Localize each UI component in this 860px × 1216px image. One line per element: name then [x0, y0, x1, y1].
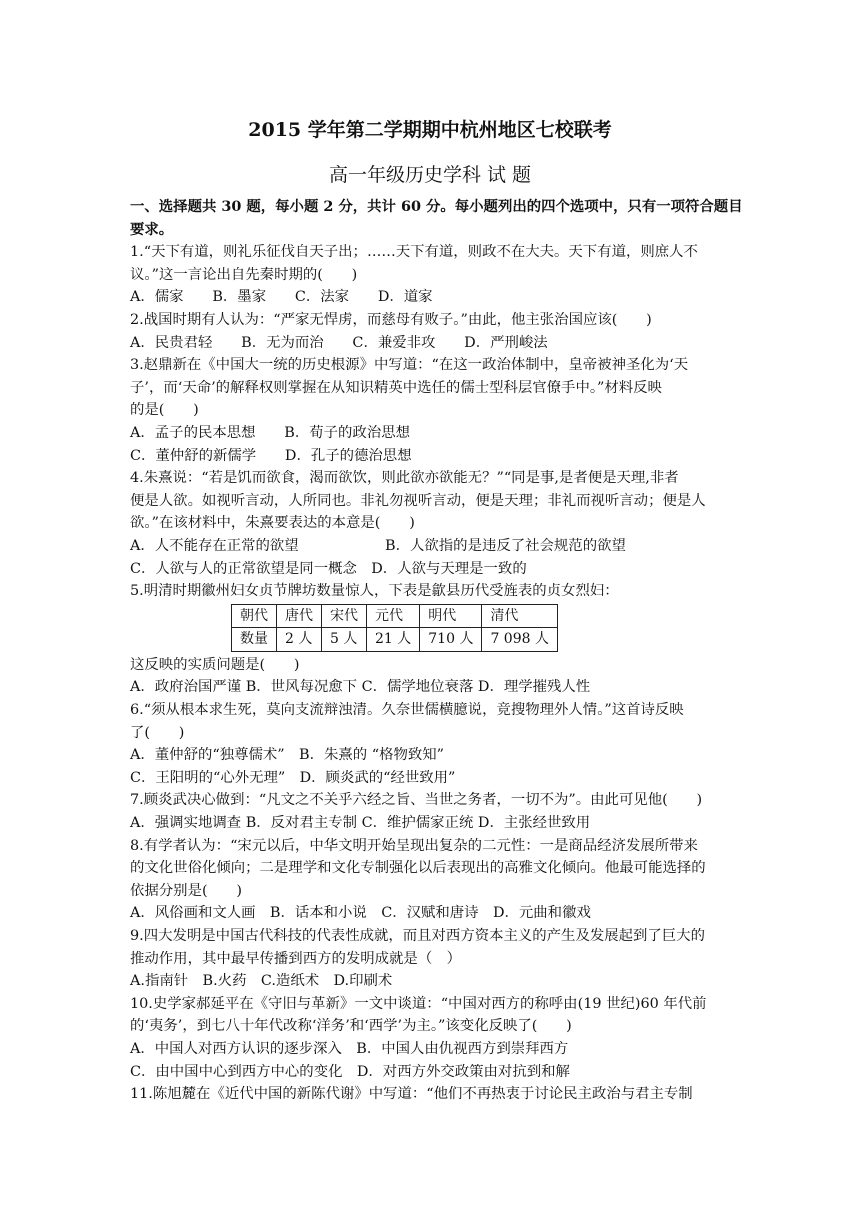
question-text: 11.陈旭麓在《近代中国的新陈代谢》中写道：“他们不再热衷于讨论民主政治与君主专制: [130, 1086, 693, 1103]
table-cell: 朝代: [232, 604, 277, 628]
question-6: [130, 699, 742, 789]
table-cell: 宋代: [322, 604, 367, 628]
question-text: 1.“天下有道，则礼乐征伐自天子出；……天下有道，则政不在大夫。天下有道，则庶人不: [130, 244, 698, 261]
question-11: [130, 1083, 742, 1106]
table-row: [232, 628, 558, 652]
question-text: 的是( ): [130, 402, 199, 419]
section-instructions-cont: 要求。: [130, 220, 174, 238]
question-text: 8.有学者认为：“宋元以后，中华文明开始呈现出复杂的二元性：一是商品经济发展所带来: [130, 837, 698, 854]
question-text: 的文化世俗化倾向；二是理学和文化专制强化以后表现出的高雅文化倾向。他最可能选择的: [130, 860, 706, 877]
table-cell: 唐代: [277, 604, 322, 628]
question-1: [130, 241, 742, 309]
question-3: [130, 354, 742, 467]
question-text: 推动作用，其中最早传播到西方的发明成就是（ ）: [130, 950, 461, 967]
question-text: 便是人欲。如视听言动，人所同也。非礼勿视听言动，便是天理；非礼而视听言动；便是人: [130, 492, 706, 509]
question-7: [130, 789, 742, 834]
question-text: 10.史学家郝延平在《守旧与革新》一文中谈道：“中国对西方的称呼由(19 世纪)60 年代前: [130, 995, 707, 1012]
question-options: A.指南针 B.火药 C.造纸术 D.印刷术: [130, 973, 393, 990]
question-text: 议。”这一言论出自先秦时期的( ): [130, 266, 358, 283]
question-5: [130, 580, 742, 699]
table-cell: 21 人: [367, 628, 420, 652]
exam-subtitle: 高一年级历史学科 试 题: [328, 164, 532, 186]
table-cell: 7 098 人: [482, 628, 558, 652]
question-9: [130, 925, 742, 993]
table-cell: 5 人: [322, 628, 367, 652]
question-2: [130, 309, 742, 354]
question-text: 2.战国时期有人认为：“严家无悍虏，而慈母有败子。”由此，他主张治国应该( ): [130, 311, 652, 328]
question-text: 6.“须从根本求生死，莫向支流辩浊清。久奈世儒横臆说，竞搜物理外人情。”这首诗反映: [130, 702, 684, 719]
question-options: A．民贵君轻 B．无为而治 C．兼爱非攻 D．严刑峻法: [130, 334, 548, 351]
question-text: 4.朱熹说：“若是饥而欲食，渴而欲饮，则此欲亦欲能无？”“同是事,是者便是天理,非者: [130, 470, 679, 487]
question-text: 子’，而‘天命’的解释权则掌握在从知识精英中选任的儒士型科层官僚手中。”材料反映: [130, 379, 662, 396]
question-options: C．董仲舒的新儒学 D．孔子的德治思想: [130, 447, 412, 464]
question-4: [130, 467, 742, 580]
section-instructions: 一、选择题共 30 题，每小题 2 分，共计 60 分。每小题列出的四个选项中，只有一项符合题目: [130, 198, 743, 215]
question-text: 欲。”在该材料中，朱熹要表达的本意是( ): [130, 515, 415, 532]
question-options: A．中国人对西方认识的逐步深入 B．中国人由仇视西方到崇拜西方: [130, 1040, 569, 1057]
question-options: A．儒家 B．墨家 C．法家 D．道家: [130, 289, 433, 306]
question-options: A．人不能存在正常的欲望 B．人欲指的是违反了社会规范的欲望: [130, 537, 626, 554]
exam-body: [130, 196, 742, 1106]
table-cell: 710 人: [420, 628, 482, 652]
question-options: A．强调实地调查 B．反对君主专制 C．维护儒家正统 D．主张经世致用: [130, 815, 591, 832]
exam-title: 2015 学年第二学期期中杭州地区七校联考: [248, 119, 612, 141]
table-cell: 清代: [482, 604, 558, 628]
question-options: C．王阳明的“心外无理” D．顾炎武的“经世致用”: [130, 769, 456, 786]
question-options: C．人欲与人的正常欲望是同一概念 D．人欲与天理是一致的: [130, 560, 527, 577]
question-text: 的‘夷务’，到七八十年代改称‘洋务’和‘西学’为主。”该变化反映了( ): [130, 1018, 572, 1035]
question-options: A．董仲舒的“独尊儒术” B．朱熹的 “格物致知”: [130, 747, 445, 764]
table-cell: 明代: [420, 604, 482, 628]
question-text: 7.顾炎武决心做到：“凡文之不关乎六经之旨、当世之务者，一切不为”。由此可见他( ): [130, 792, 703, 809]
table-cell: 元代: [367, 604, 420, 628]
chastity-table: [231, 604, 558, 652]
table-header-row: [232, 604, 558, 628]
table-cell: 数量: [232, 628, 277, 652]
question-text: 9.四大发明是中国古代科技的代表性成就，而且对西方资本主义的产生及发展起到了巨大的: [130, 928, 705, 944]
question-text: 3.赵鼎新在《中国大一统的历史根源》中写道：“在这一政治体制中，皇帝被神圣化为‘天: [130, 357, 689, 374]
question-options: A．风俗画和文人画 B．话本和小说 C．汉赋和唐诗 D．元曲和徽戏: [130, 905, 591, 922]
question-8: [130, 835, 742, 925]
question-text: 这反映的实质问题是( ): [130, 656, 300, 673]
table-cell: 2 人: [277, 628, 322, 652]
question-text: 了( ): [130, 724, 185, 741]
question-10: [130, 993, 742, 1083]
question-text: 5.明清时期徽州妇女贞节牌坊数量惊人，下表是歙县历代受旌表的贞女烈妇：: [130, 583, 619, 600]
question-options: A．孟子的民本思想 B．荀子的政治思想: [130, 424, 411, 441]
question-options: A．政府治国严谨 B．世风每况愈下 C．儒学地位衰落 D．理学摧残人性: [130, 679, 591, 696]
question-text: 依据分别是( ): [130, 882, 242, 899]
question-options: C．由中国中心到西方中心的变化 D．对西方外交政策由对抗到和解: [130, 1063, 570, 1080]
